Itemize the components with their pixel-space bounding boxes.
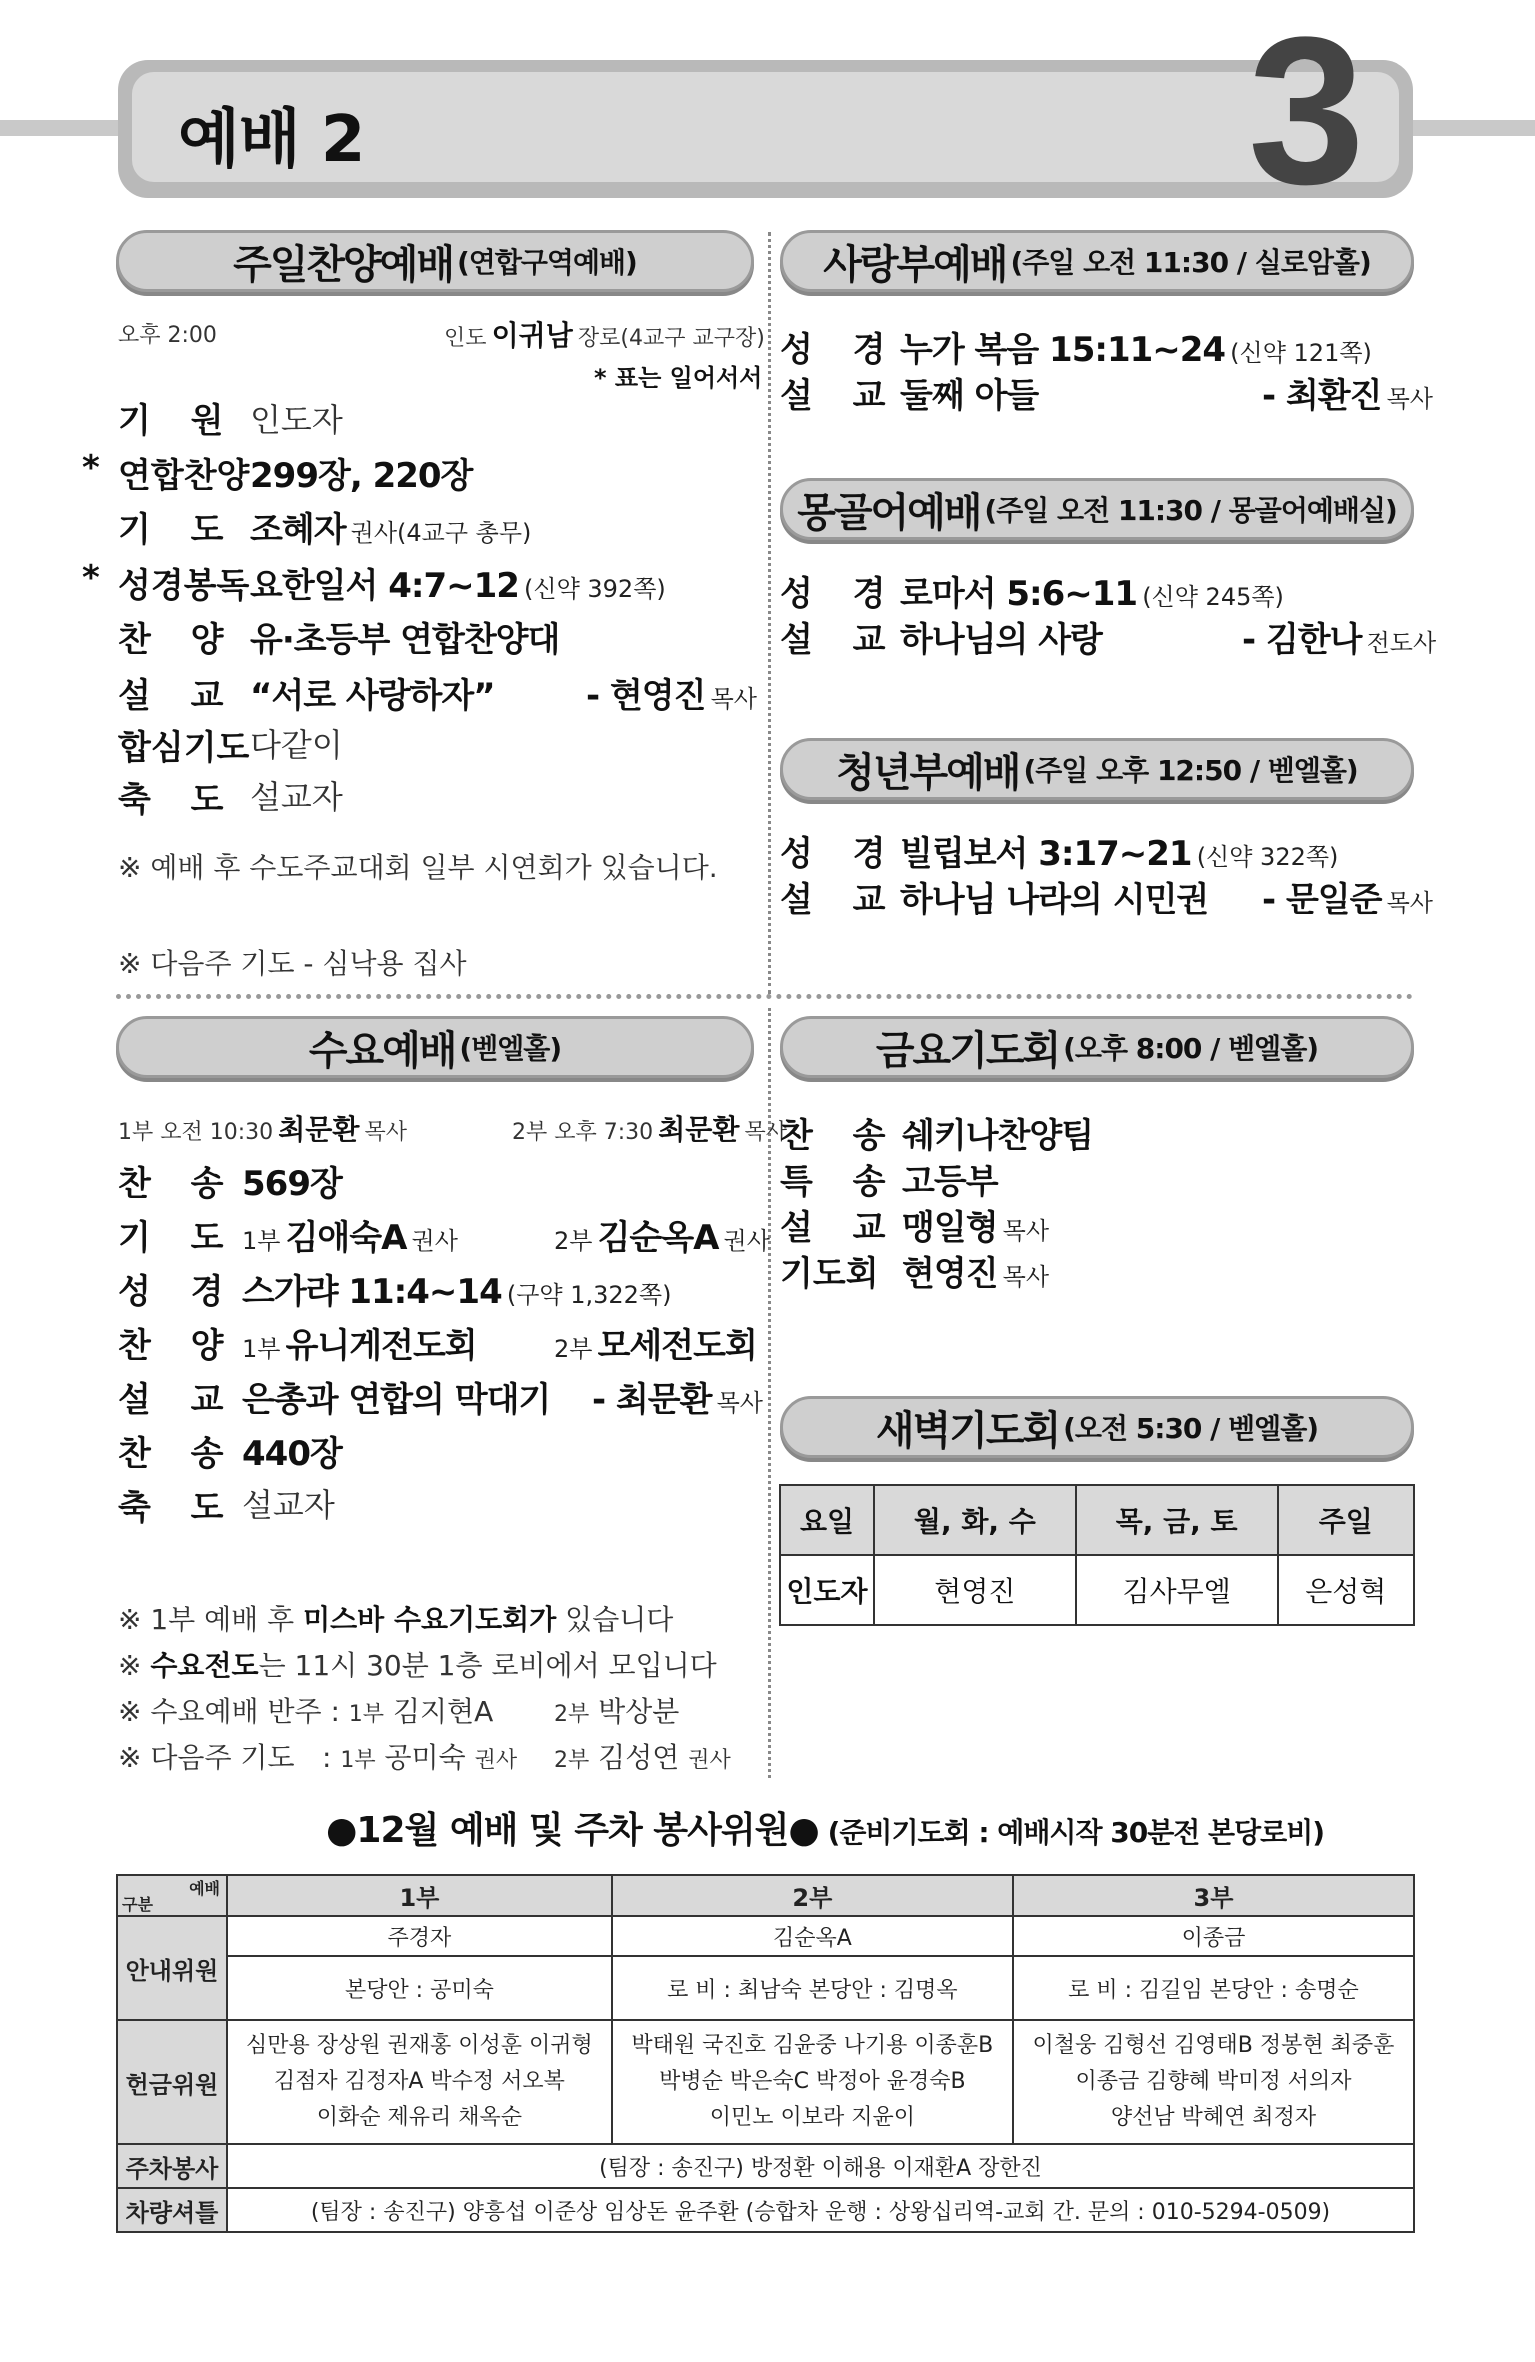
youth-scripture-line	[900, 826, 1338, 875]
wed-note-4-names	[322, 1736, 517, 1776]
order-label: 설 교	[118, 676, 238, 716]
love-preacher	[1262, 368, 1433, 417]
love-sermon: 둘째 아들	[900, 376, 1039, 416]
note-text: ※ 다음주 기도	[118, 1741, 295, 1774]
table-cell: 김순옥A	[612, 1916, 1013, 1956]
mongol-scripture-label: 성 경	[780, 574, 900, 614]
name-line: 이민노 이보라 지윤이	[709, 2105, 915, 2130]
order-label: 성경봉독	[118, 566, 250, 606]
sunday-leader	[444, 314, 765, 354]
sunday-service-heading	[116, 230, 754, 292]
note-name: 박상분	[598, 1695, 680, 1728]
wed-hymn1: 569장	[242, 1164, 342, 1204]
table-cell	[1013, 2020, 1414, 2144]
dawn-service-heading	[780, 1396, 1414, 1458]
column-header: 2부	[612, 1875, 1013, 1916]
part-label: 1부	[242, 1227, 281, 1255]
order-value-line	[250, 502, 531, 551]
friday-heading-text: 금요기도회	[875, 1027, 1060, 1074]
youth-scripture-label: 성 경	[780, 834, 900, 874]
order-value: 유·초등부 연합찬양대	[250, 620, 560, 660]
friday-value: 쉐키나찬양팀	[902, 1116, 1094, 1156]
wed-label: 찬 송	[118, 1434, 238, 1474]
preacher-name: - 김한나	[1242, 620, 1362, 660]
part-label: 1부	[348, 1702, 385, 1727]
friday-label: 설 교	[780, 1208, 900, 1248]
preacher-role: 목사	[1386, 385, 1433, 413]
praise-name: 유니게전도회	[285, 1326, 477, 1366]
note-name: 김성연	[598, 1741, 680, 1774]
note-text: 있습니다	[556, 1603, 674, 1636]
volunteers-table	[116, 1874, 1415, 2233]
name-line: 이종금 김향혜 박미정 서의자	[1075, 2069, 1352, 2094]
corner-cell	[117, 1875, 227, 1916]
youth-preacher	[1262, 872, 1433, 921]
friday-value: 현영진	[902, 1254, 998, 1294]
prayer-role: 권사	[411, 1227, 458, 1255]
table-row	[117, 1956, 1414, 2020]
table-row	[780, 1485, 1414, 1555]
table-cell	[227, 2020, 612, 2144]
note-text: ※ 1부 예배 후	[118, 1603, 304, 1636]
second-time: 2부 오후 7:30	[512, 1120, 654, 1145]
table-cell	[612, 2020, 1013, 2144]
dawn-schedule-table	[779, 1484, 1415, 1626]
note-name: 김지현A	[392, 1695, 494, 1728]
wed-sermon: 은총과 연합의 막대기	[242, 1380, 551, 1420]
wed-label: 기 도	[118, 1218, 238, 1258]
part-label: 2부	[554, 1702, 590, 1727]
mongol-scripture: 로마서 5:6~11	[900, 574, 1138, 614]
friday-value-line	[902, 1200, 1049, 1249]
praise-name: 모세전도회	[597, 1326, 757, 1366]
order-label: 연합찬양	[118, 456, 250, 496]
friday-label: 찬 송	[780, 1116, 900, 1156]
wed-bless: 설교자	[242, 1486, 335, 1524]
row-header: 주차봉사	[117, 2144, 227, 2188]
preacher-role: 목사	[1386, 889, 1433, 917]
standing-note: * 표는 일어서서	[594, 364, 763, 392]
table-cell: 이종금	[1013, 1916, 1414, 1956]
wednesday-heading-sub: (벧엘홀)	[459, 1032, 562, 1065]
friday-label: 특 송	[780, 1162, 900, 1202]
corner-bottom: 구분	[122, 1895, 153, 1914]
order-label: 기 원	[118, 401, 238, 441]
wed-label: 축 도	[118, 1488, 238, 1528]
sunday-heading-sub: (연합구역예배)	[456, 246, 637, 279]
table-row	[780, 1555, 1414, 1625]
part-label: 1부	[340, 1748, 376, 1773]
volunteers-title	[326, 1802, 1324, 1853]
part-label: 2부	[554, 1335, 593, 1363]
table-row	[117, 2020, 1414, 2144]
mongol-scripture-page: (신약 245쪽)	[1142, 583, 1284, 611]
corner-top: 예배	[189, 1879, 220, 1898]
row-header: 헌금위원	[117, 2020, 227, 2144]
love-service-heading	[780, 230, 1414, 292]
wed-label: 찬 양	[118, 1326, 238, 1366]
first-leader: 최문환	[278, 1113, 360, 1146]
first-time: 1부 오전 10:30	[118, 1120, 274, 1145]
youth-sermon: 하나님 나라의 시민권	[900, 880, 1209, 920]
mongol-scripture-line	[900, 566, 1284, 615]
order-value-line	[250, 558, 666, 607]
table-cell: 로 비 : 최남숙 본당안 : 김명옥	[612, 1956, 1013, 2020]
dawn-heading-sub: (오전 5:30 / 벧엘홀)	[1063, 1412, 1319, 1445]
preacher-role: 전도사	[1366, 629, 1437, 657]
order-value: 다같이	[250, 726, 343, 764]
table-row	[117, 2144, 1414, 2188]
preacher-name: - 문일준	[1262, 880, 1382, 920]
table-cell: (팀장 : 송진구) 방정환 이해용 이재환A 장한진	[227, 2144, 1414, 2188]
wed-note-3b	[554, 1690, 679, 1730]
order-value: 설교자	[250, 778, 343, 816]
sunday-next-prayer: ※ 다음주 기도 - 심낙용 집사	[118, 947, 467, 980]
love-scripture: 누가 복음 15:11~24	[900, 330, 1226, 370]
table-cell: 본당안 : 공미숙	[227, 1956, 612, 2020]
mongol-heading-sub: (주일 오전 11:30 / 몽골어예배실)	[984, 494, 1397, 527]
name-line: 이화순 제유리 채옥순	[316, 2105, 523, 2130]
wed-prayer1	[242, 1210, 458, 1259]
wed-scripture-page: (구약 1,322쪽)	[506, 1281, 672, 1309]
wednesday-service-heading	[116, 1016, 754, 1078]
youth-heading-sub: (주일 오후 12:50 / 벧엘홀)	[1023, 754, 1358, 787]
name-line: 김점자 김정자A 박수정 서오복	[273, 2069, 565, 2094]
page-title: 예배 2	[178, 103, 365, 177]
wed-label: 설 교	[118, 1380, 238, 1420]
order-label: 기 도	[118, 510, 238, 550]
row-header: 안내위원	[117, 1916, 227, 2020]
friday-value: 맹일형	[902, 1208, 998, 1248]
order-value: “서로 사랑하자”	[250, 676, 495, 716]
table-row	[117, 2188, 1414, 2232]
wed-note-2	[118, 1644, 717, 1684]
volunteers-title-main: ●12월 예배 및 주차 봉사위원●	[326, 1810, 819, 1851]
friday-role: 목사	[1002, 1263, 1050, 1291]
sunday-time: 오후 2:00	[118, 323, 217, 348]
mongol-preacher	[1242, 612, 1436, 661]
star-mark: *	[82, 558, 100, 598]
order-extra: (신약 392쪽)	[524, 575, 666, 603]
table-cell: 주경자	[227, 1916, 612, 1956]
wednesday-first-leader	[118, 1108, 407, 1148]
table-row	[117, 1875, 1414, 1916]
volunteers-title-sub: (준비기도회 : 예배시작 30분전 본당로비)	[818, 1816, 1325, 1849]
love-heading-sub: (주일 오전 11:30 / 실로암홀)	[1010, 246, 1371, 279]
order-value: 조혜자	[250, 510, 346, 550]
wed-preacher	[592, 1372, 763, 1421]
star-mark: *	[82, 448, 100, 488]
friday-label: 기도회	[780, 1254, 879, 1294]
wed-note-4b	[554, 1736, 731, 1776]
love-scripture-page: (신약 121쪽)	[1230, 339, 1372, 367]
sunday-preacher	[586, 668, 757, 717]
note-name: 공미숙	[384, 1741, 466, 1774]
order-label: 합심기도	[118, 728, 250, 768]
youth-scripture: 빌립보서 3:17~21	[900, 834, 1192, 874]
prayer-name: 김순옥A	[597, 1218, 719, 1258]
order-extra: 권사(4교구 총무)	[350, 519, 532, 547]
preacher-name: - 현영진	[586, 676, 706, 716]
preacher-name: - 최환진	[1262, 376, 1382, 416]
wed-praise2	[554, 1318, 757, 1367]
wed-note-3	[118, 1690, 493, 1730]
order-value: 299장, 220장	[250, 456, 473, 496]
name-line: 이철웅 김형선 김영태B 정봉현 최중훈	[1032, 2033, 1395, 2058]
name-line: 심만용 장상원 권재홍 이성훈 이귀형	[246, 2033, 593, 2058]
part-label: 2부	[554, 1227, 593, 1255]
wed-scripture: 스가랴 11:4~14	[242, 1272, 502, 1312]
table-cell: 은성혁	[1278, 1555, 1414, 1625]
table-cell: 김사무엘	[1076, 1555, 1278, 1625]
friday-role: 목사	[1002, 1217, 1050, 1245]
page-number: 3	[1248, 0, 1359, 228]
friday-service-heading	[780, 1016, 1414, 1078]
table-cell: 목, 금, 토	[1076, 1485, 1278, 1555]
preacher-role: 목사	[716, 1389, 763, 1417]
preacher-role: 목사	[710, 685, 757, 713]
table-cell: 월, 화, 수	[874, 1485, 1076, 1555]
name-line: 박병순 박은숙C 박정아 윤경숙B	[659, 2069, 966, 2094]
column-header: 1부	[227, 1875, 612, 1916]
first-role: 목사	[364, 1120, 407, 1145]
note-text: ※	[118, 1649, 151, 1682]
leader-role: 장로(4교구 교구장)	[577, 326, 765, 351]
note-strong: 수요전도	[150, 1649, 259, 1682]
note-text: ※ 수요예배 반주 :	[118, 1695, 349, 1728]
leader-prefix: 인도	[444, 326, 487, 351]
dawn-heading-text: 새벽기도회	[875, 1407, 1060, 1454]
youth-heading-text: 청년부예배	[836, 749, 1020, 796]
mongol-sermon-label: 설 교	[780, 620, 900, 660]
section-divider	[116, 994, 1413, 999]
note-colon: :	[322, 1741, 332, 1774]
column-header: 3부	[1013, 1875, 1414, 1916]
order-label: 찬 양	[118, 620, 238, 660]
friday-value-line	[902, 1246, 1049, 1295]
note-text: 는 11시 30분 1층 로비에서 모입니다	[258, 1649, 717, 1682]
table-cell: 요일	[780, 1485, 874, 1555]
note-role: 권사	[688, 1748, 731, 1773]
mongol-sermon: 하나님의 사랑	[900, 620, 1102, 660]
second-leader: 최문환	[658, 1113, 740, 1146]
wed-note-4	[118, 1736, 295, 1776]
column-divider-top	[768, 232, 771, 994]
mongol-heading-text: 몽골어예배	[797, 489, 981, 536]
youth-sermon-label: 설 교	[780, 880, 900, 920]
love-sermon-label: 설 교	[780, 376, 900, 416]
love-scripture-label: 성 경	[780, 330, 900, 370]
table-cell: (팀장 : 송진구) 양흥섭 이준상 임상돈 윤주환 (승합차 운행 : 상왕십리역-교회 간. 문의 : 010-5294-0509)	[227, 2188, 1414, 2232]
wed-label: 찬 송	[118, 1164, 238, 1204]
friday-value: 고등부	[902, 1162, 998, 1202]
order-label: 축 도	[118, 780, 238, 820]
note-strong: 미스바 수요기도회가	[303, 1603, 557, 1636]
sunday-note: ※ 예배 후 수도주교대회 일부 시연회가 있습니다.	[118, 851, 718, 884]
preacher-name: - 최문환	[592, 1380, 712, 1420]
table-cell: 로 비 : 김길임 본당안 : 송명순	[1013, 1956, 1414, 2020]
love-scripture-line	[900, 322, 1372, 371]
table-cell: 현영진	[874, 1555, 1076, 1625]
wed-prayer2	[554, 1210, 770, 1259]
table-row	[117, 1916, 1414, 1956]
friday-heading-sub: (오후 8:00 / 벧엘홀)	[1063, 1032, 1319, 1065]
second-role: 목사	[744, 1120, 788, 1145]
love-heading-text: 사랑부예배	[823, 241, 1007, 288]
prayer-name: 김애숙A	[285, 1218, 407, 1258]
wed-label: 성 경	[118, 1272, 238, 1312]
wed-scripture-line	[242, 1264, 671, 1313]
order-value: 인도자	[250, 401, 343, 439]
name-line: 양선남 박혜연 최정자	[1110, 2105, 1317, 2130]
wednesday-heading-text: 수요예배	[308, 1027, 456, 1074]
part-label: 2부	[554, 1748, 590, 1773]
table-cell: 주일	[1278, 1485, 1414, 1555]
wed-hymn2: 440장	[242, 1434, 342, 1474]
leader-name: 이귀남	[491, 319, 573, 352]
mongol-service-heading	[780, 478, 1414, 540]
row-header: 차량셔틀	[117, 2188, 227, 2232]
wednesday-second-leader	[512, 1108, 787, 1148]
youth-service-heading	[780, 738, 1414, 800]
sunday-heading-text: 주일찬양예배	[233, 241, 453, 288]
wed-note-1	[118, 1598, 673, 1638]
note-role: 권사	[474, 1748, 518, 1773]
name-line: 박태원 국진호 김윤중 나기용 이종훈B	[631, 2033, 994, 2058]
youth-scripture-page: (신약 322쪽)	[1196, 843, 1339, 871]
part-label: 1부	[242, 1335, 281, 1363]
order-value: 요한일서 4:7~12	[250, 566, 519, 606]
wed-praise1	[242, 1318, 477, 1367]
prayer-role: 권사	[723, 1227, 770, 1255]
table-cell: 인도자	[780, 1555, 874, 1625]
